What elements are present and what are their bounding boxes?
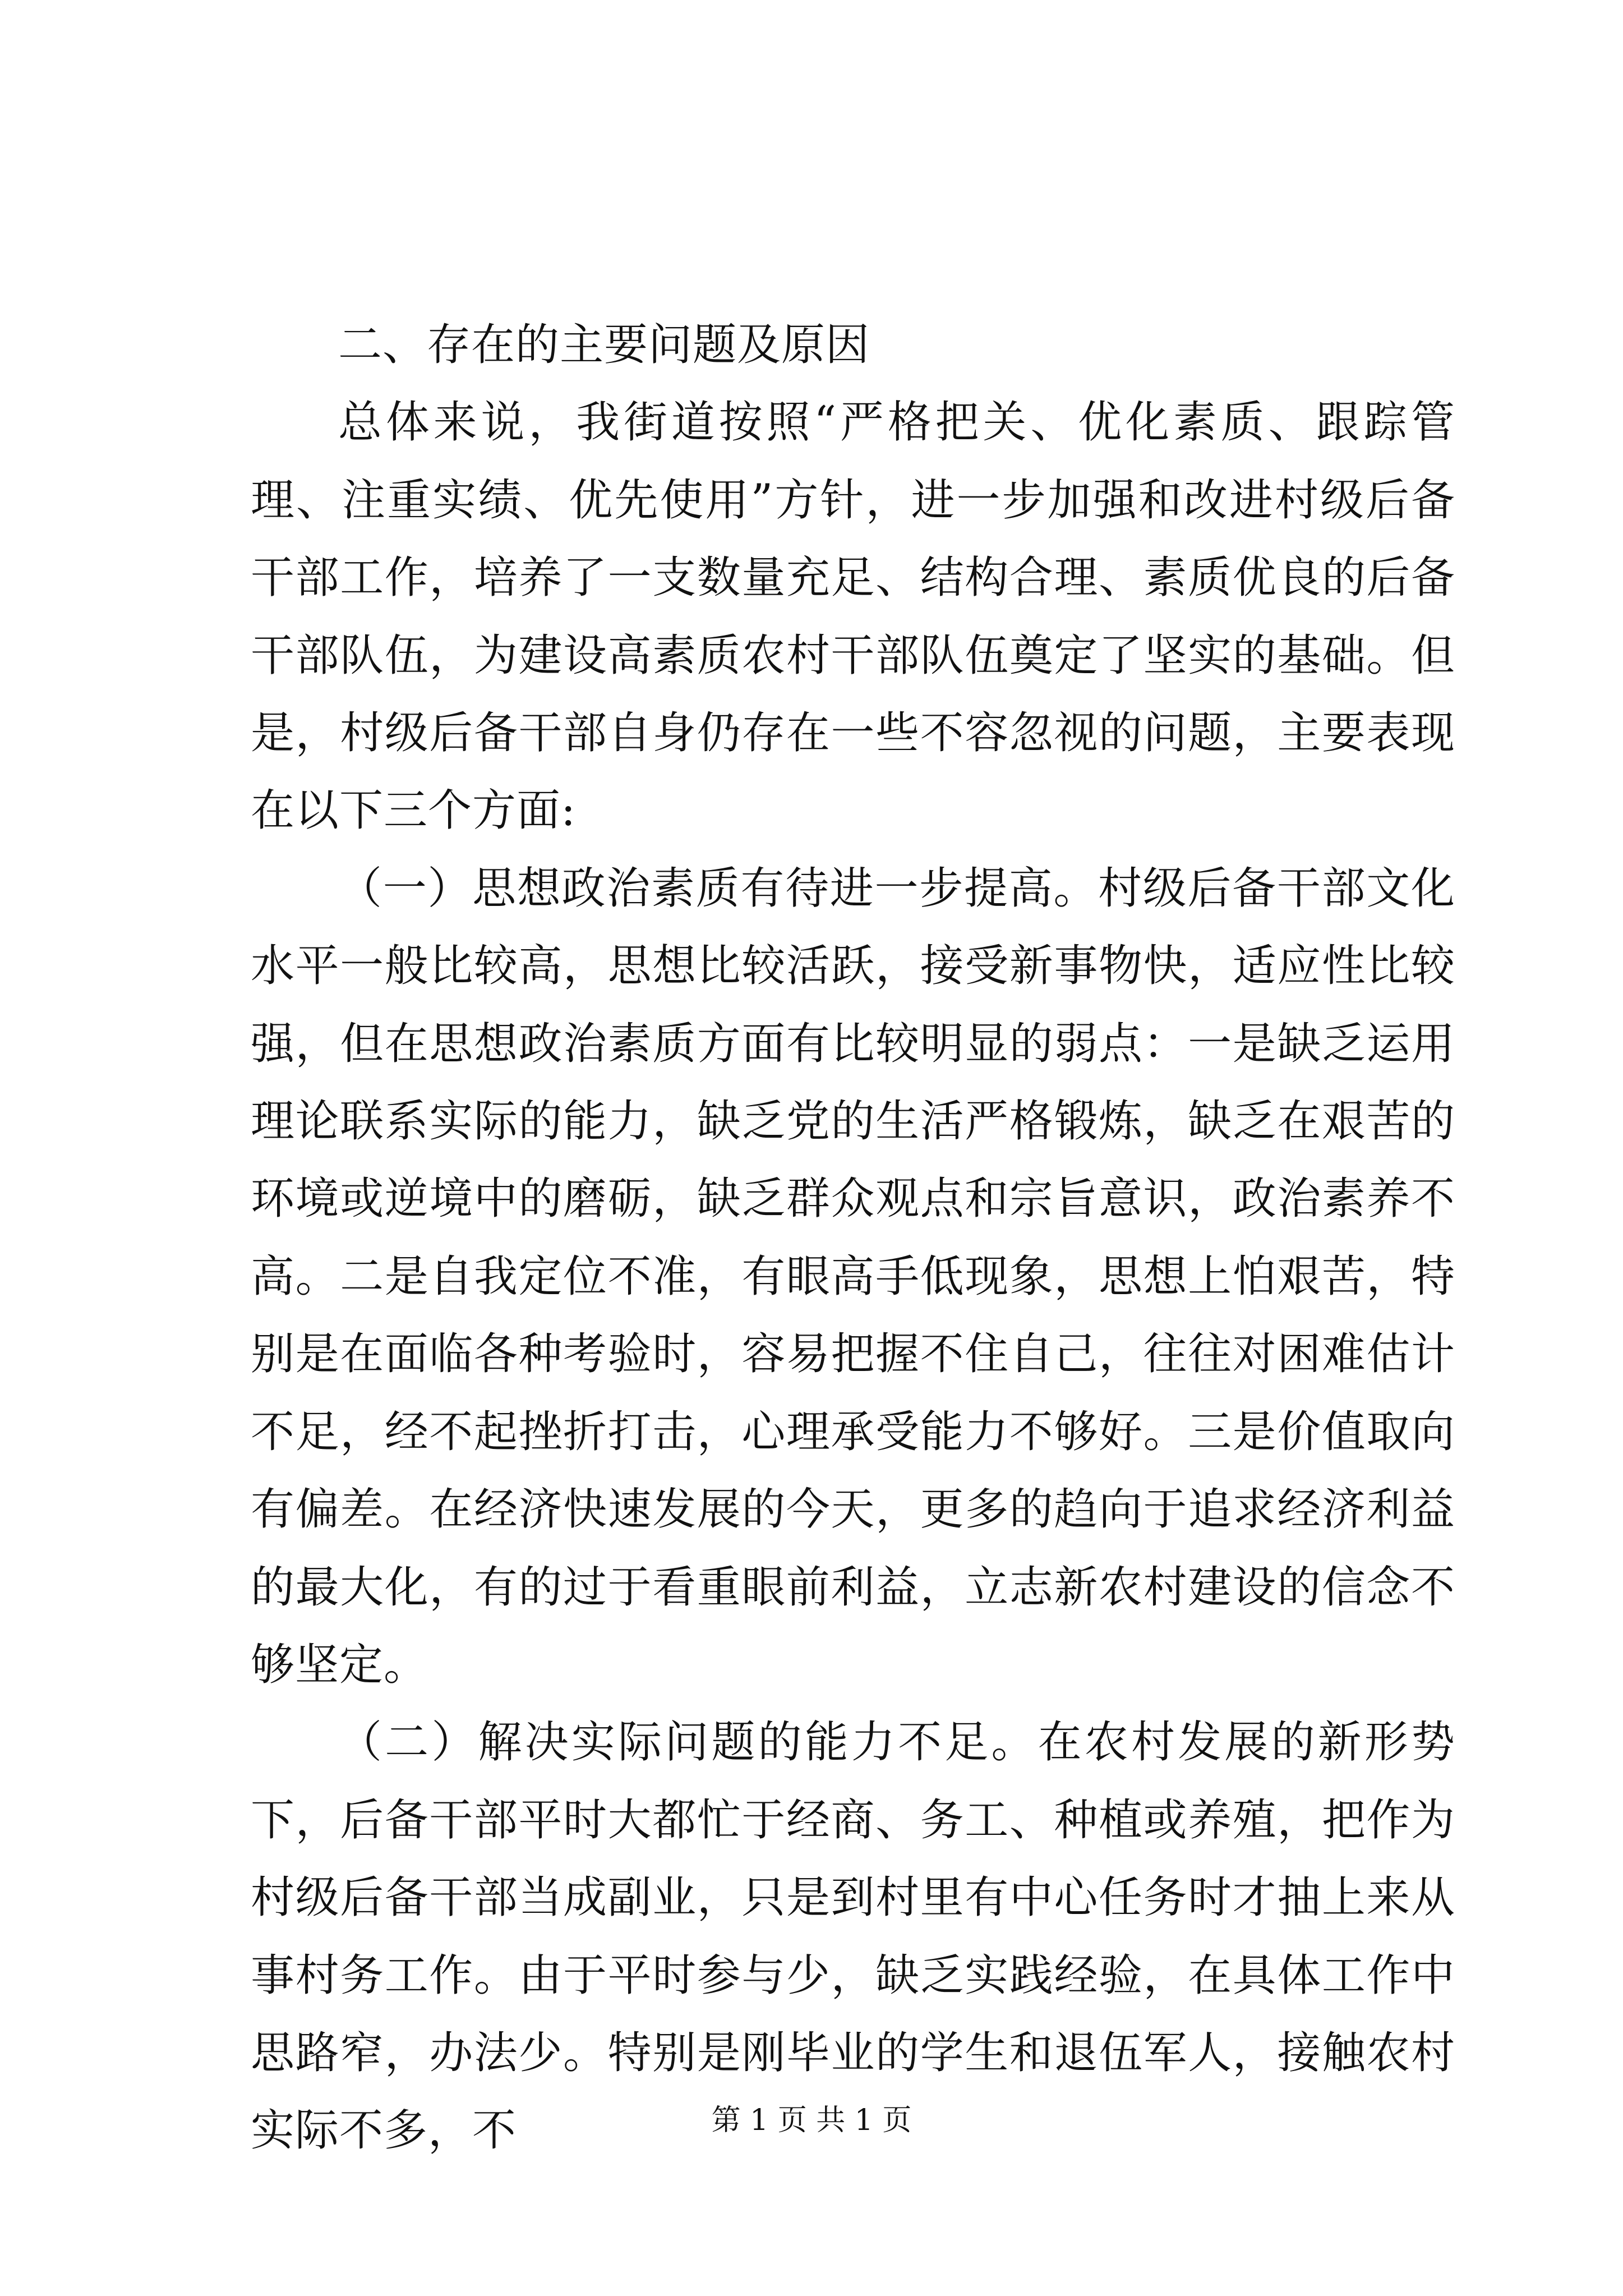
page-footer: 第 1 页 共 1 页 xyxy=(711,2104,912,2137)
section-heading: 二、存在的主要问题及原因 xyxy=(338,320,870,370)
paragraph-point-one: （一）思想政治素质有待进一步提高。村级后备干部文化水平一般比较高，思想比较活跃，接受新事物快，适应性比较强，但在思想政治素质方面有比较明显的弱点：一是缺乏运用理论联系实际的能力，缺乏党的生活严格锻炼，缺乏在艰苦的环境或逆境中的磨砺，缺乏群众观点和宗旨意识，政治素养不高。二是自我定位不准，有眼高手低现象，思想上怕艰苦，特别是在面临各种考验时，容易把握不住自己，往往对困难估计不足，经不起挫折打击，心理承受能力不够好。三是价值取向有偏差。在经济快速发展的今天，更多的趋向于追求经济利益的最大化，有的过于看重眼前利益，立志新农村建设的信念不够坚定。 xyxy=(251,863,1455,1690)
document-body xyxy=(251,306,1455,2170)
paragraph-point-two: （二）解决实际问题的能力不足。在农村发展的新形势下，后备干部平时大都忙于经商、务工、种植或养殖，把作为村级后备干部当成副业，只是到村里有中心任务时才抽上来从事村务工作。由于平时参与少，缺乏实践经验，在具体工作中思路窄，办法少。特别是刚毕业的学生和退伍军人，接触农村实际不多，不 xyxy=(251,1717,1455,2156)
paragraph-overview: 总体来说，我街道按照“严格把关、优化素质、跟踪管理、注重实绩、优先使用”方针，进一步加强和改进村级后备干部工作，培养了一支数量充足、结构合理、素质优良的后备干部队伍，为建设高素质农村干部队伍奠定了坚实的基础。但是，村级后备干部自身仍存在一些不容忽视的问题，主要表现在以下三个方面: xyxy=(251,397,1455,836)
